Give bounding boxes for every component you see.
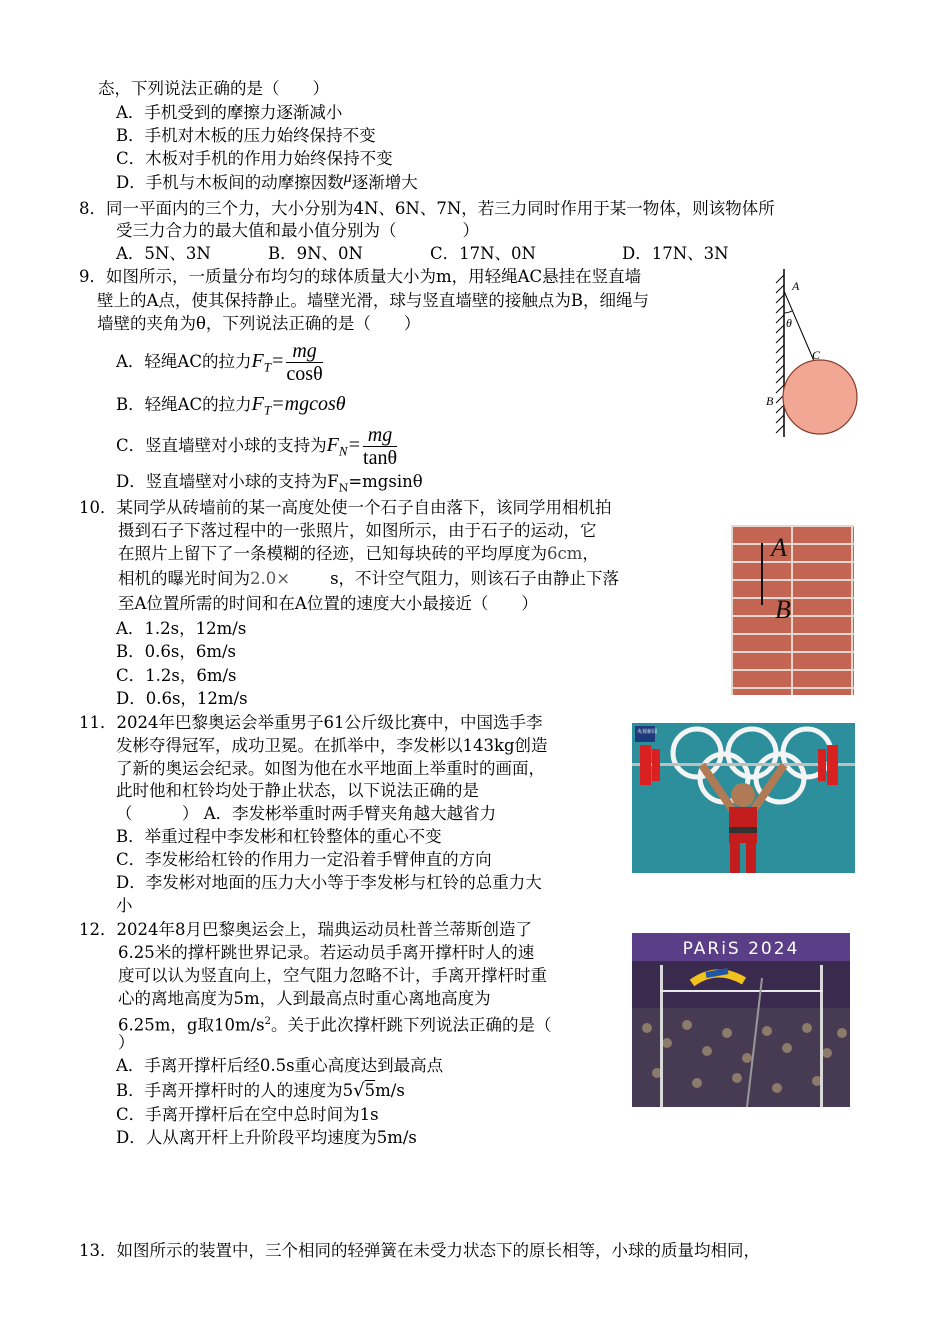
q11-stem-line3: 了新的奥运会纪录。如图为他在水平地面上举重时的画面， [116, 759, 545, 778]
q7-option-b: B．手机对木板的压力始终保持不变 [116, 126, 376, 145]
lifter-belt [729, 827, 757, 833]
q12-option-b-text: B．手离开撑杆时的人的速度为5 [116, 1081, 354, 1100]
q9-c-force-symbol: F [326, 434, 339, 456]
lifter-singlet [729, 807, 757, 843]
crowd [632, 1008, 850, 1107]
label-b: B [766, 394, 774, 408]
q13-stem-line1: 13．如图所示的装置中，三个相同的轻弹簧在未受力状态下的原长相等，小球的质量均相同， [79, 1241, 760, 1260]
q9-c-fraction [363, 424, 397, 469]
q9-option-b [116, 393, 346, 421]
q8-stem-line2: 受三力合力的最大值和最小值分别为（ ） [116, 221, 479, 240]
wall-hatching [776, 275, 784, 433]
label-c: C [812, 348, 821, 362]
q7-option-d-pre: D．手机与木板间的动摩擦因数 [116, 173, 344, 192]
theta-arc [784, 311, 792, 313]
brick-thickness: 6cm [547, 544, 583, 563]
q9-b-expression: =mgcosθ [271, 393, 346, 415]
q8-option-d: D．17N、3N [622, 244, 729, 263]
q11-stem-line1: 11．2024年巴黎奥运会举重男子61公斤级比赛中，中国选手李 [79, 713, 543, 732]
paris-banner-text: PARiS 2024 [682, 939, 800, 959]
q9-c-numerator: mg [363, 424, 397, 447]
q11-option-d-line1: D．李发彬对地面的压力大小等于李发彬与杠铃的总重力大 [116, 873, 542, 892]
q9-c-force-sub: N [338, 443, 348, 459]
q11-stem-line4: 此时他和杠铃均处于静止状态，以下说法正确的是 [116, 781, 479, 800]
q9-option-d [116, 471, 423, 499]
q8-stem-line1: 8．同一平面内的三个力，大小分别为4N、6N、7N，若三力同时作用于某一物体，则该物体所 [79, 199, 775, 218]
q12-pole-vault-photo [632, 933, 850, 1107]
q9-a-fraction [286, 340, 322, 385]
q11-option-b: B．举重过程中李发彬和杠铃整体的重心不变 [116, 827, 442, 846]
q11-stem-line2: 发彬夺得冠军，成功卫冕。在抓举中，李发彬以143kg创造 [116, 736, 548, 755]
upright-right [820, 965, 823, 1107]
plate-right-inner [818, 749, 826, 781]
q10-stem-line4 [118, 568, 619, 590]
q12-stem-line5 [118, 1011, 552, 1037]
q9-d-post: =mgsinθ [348, 472, 423, 491]
exposure-time: 2.0× [250, 569, 291, 588]
lifter-leg-left [730, 843, 740, 873]
q9-a-denominator: cosθ [286, 363, 323, 385]
q12-stem-line2: 6.25米的撑杆跳世界记录。若运动员手离开撑杆时人的速 [118, 943, 535, 962]
q12-stem-line1: 12．2024年8月巴黎奥运会上，瑞典运动员杜普兰蒂斯创造了 [79, 920, 532, 939]
q7-option-c: C．木板对手机的作用力始终保持不变 [116, 149, 393, 168]
q12-stem-line3: 度可以认为竖直向上，空气阻力忽略不计，手离开撑杆时重 [118, 966, 547, 985]
q10-line3-text: 在照片上留下了一条模糊的径迹，已知每块砖的平均厚度为 [118, 544, 547, 563]
lifter-head [731, 783, 755, 807]
q9-wall-ball-figure [762, 265, 862, 445]
q12-option-a: A．手离开撑杆后经0.5s重心高度达到最高点 [116, 1056, 444, 1075]
q9-stem-line3: 墙壁的夹角为θ，下列说法正确的是（ ） [97, 314, 421, 333]
q9-option-a: A．轻绳AC的拉力$F_T=$ $\frac{mg}{\cos\theta}$ [116, 340, 323, 385]
upright-left [660, 965, 663, 1107]
q12-radicand: 5 [364, 1081, 376, 1100]
q9-option-c: C．竖直墙壁对小球的支持为$F_N=$ $\frac{mg}{\tan\theta}$ [116, 424, 398, 469]
q12-line5-sup: 2 [264, 1016, 271, 1027]
q10-option-c: C．1.2s，6m/s [116, 666, 237, 685]
q10-stem-line1: 10．某同学从砖墙前的某一高度处使一个石子自由落下，该同学用相机拍 [79, 498, 612, 517]
q9-b-force-symbol: F [251, 393, 264, 415]
q9-b-force-sub: T [263, 402, 272, 418]
q9-option-c-text: C．竖直墙壁对小球的支持为 [116, 436, 327, 455]
q9-option-b-text: B．轻绳AC的拉力 [116, 395, 252, 414]
q12-option-b: B．手离开撑杆时的人的速度为5√5m/s [116, 1080, 405, 1101]
q11-option-d-line2: 小 [116, 896, 133, 915]
q12-stem-line4: 心的离地高度为5m，人到最高点时重心离地高度为 [118, 989, 491, 1008]
q12-line5-text: 6.25m，g取10m/s [118, 1015, 265, 1035]
q10-brick-wall-photo [731, 525, 854, 695]
q10-option-b: B．0.6s，6m/s [116, 642, 237, 661]
q12-stem-line6: ） [118, 1033, 135, 1052]
q11-line5 [116, 803, 496, 825]
vaulter-shorts [706, 971, 728, 975]
q9-option-a-text: A．轻绳AC的拉力 [116, 352, 252, 371]
q9-option-d-text: D．竖直墙壁对小球的支持为F [116, 472, 339, 491]
lifter-leg-right [746, 843, 756, 873]
plate-left-inner [652, 749, 660, 781]
q8-option-a: A．5N、3N [116, 244, 211, 263]
q10-option-d: D．0.6s，12m/s [116, 689, 248, 708]
q11-weightlifting-photo [632, 723, 855, 873]
q7-stem-tail: 态，下列说法正确的是（ ） [98, 79, 329, 98]
q12-option-d: D．人从离开杆上升阶段平均速度为5m/s [116, 1128, 417, 1147]
q11-option-a: A．李发彬举重时两手臂夹角越大越省力 [203, 804, 497, 823]
q7-option-d-post: 逐渐增大 [351, 173, 418, 192]
q10-line4-text: 相机的曝光时间为 [118, 569, 250, 588]
q9-stem-line1: 9．如图所示，一质量分布均匀的球体质量大小为m，用轻绳AC悬挂在竖直墙 [79, 267, 642, 286]
q9-a-numerator: mg [286, 340, 322, 363]
stone-blur-trace [761, 543, 763, 605]
q12-option-c: C．手离开撑杆后在空中总时间为1s [116, 1105, 379, 1124]
q12-line5-post: 。关于此次撑杆跳下列说法正确的是（ [271, 1015, 552, 1035]
q12-unit: m/s [375, 1081, 405, 1100]
q10-stem-line5: 至A位置所需的时间和在A位置的速度大小最接近（ ） [118, 594, 538, 613]
q8-option-b: B．9N、0N [268, 244, 363, 263]
plate-left-outer [640, 745, 651, 785]
q11-answer-paren: （ ） [116, 804, 199, 823]
q10-line4-post: s，不计空气阻力，则该石子由静止下落 [330, 569, 620, 588]
q10-stem-line3 [118, 543, 599, 565]
label-a: A [792, 279, 800, 293]
q9-a-force-symbol: F [251, 350, 264, 372]
label-theta: θ [786, 316, 792, 330]
ball [783, 360, 857, 434]
q9-c-denominator: tanθ [363, 447, 398, 469]
mu-symbol: μ [343, 169, 352, 186]
q8-option-c: C．17N、0N [430, 244, 536, 263]
plate-right-outer [827, 745, 838, 785]
q11-option-c: C．李发彬给杠铃的作用力一定沿着手臂伸直的方向 [116, 850, 492, 869]
news-badge-text: 央视新闻 [637, 729, 658, 735]
q7-option-d [116, 169, 418, 195]
q10-stem-line2: 摄到石子下落过程中的一张照片，如图所示，由于石子的运动，它 [118, 521, 597, 540]
q9-d-sub: N [338, 481, 349, 495]
q10-line3-post: ， [582, 544, 599, 563]
q7-option-a: A．手机受到的摩擦力逐渐减小 [116, 103, 343, 122]
q10-option-a: A．1.2s，12m/s [116, 619, 247, 638]
photo-label-b: B [775, 595, 791, 624]
q9-a-force-sub: T [263, 359, 271, 375]
photo-label-a: A [771, 533, 787, 562]
q9-stem-line2: 壁上的A点，使其保持静止。墙壁光滑，球与竖直墙壁的接触点为B，细绳与 [97, 291, 650, 310]
